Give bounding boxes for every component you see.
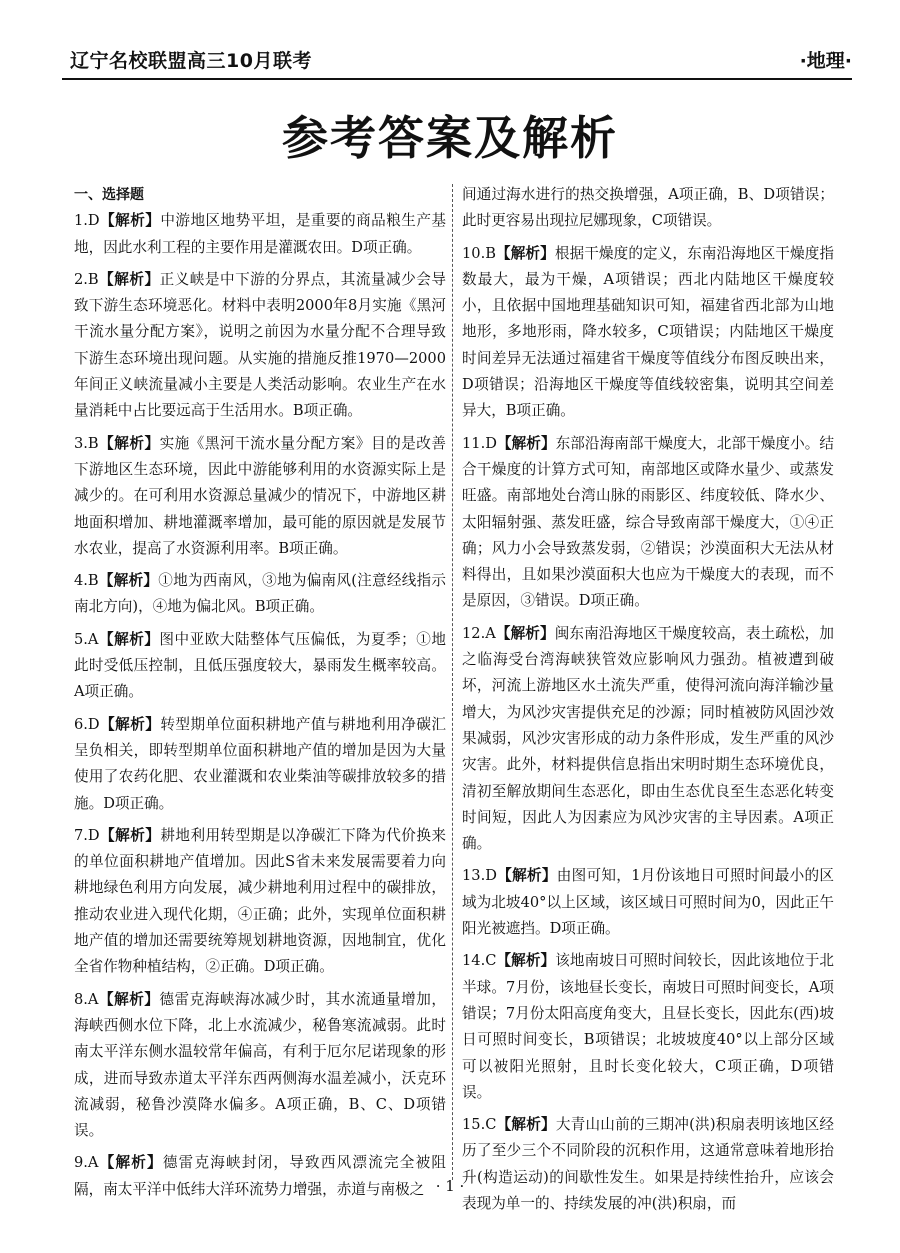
answer-number: 15.C — [462, 1116, 497, 1134]
answer-number: 10.B — [462, 244, 496, 262]
answer-list-left — [74, 208, 446, 1203]
answer-number: 12.A — [462, 624, 496, 642]
analysis-tag: 【解析】 — [99, 826, 161, 844]
answer-text: 由图可知，1月份该地日可照时间最小的区域为北坡40°以上区域，该区域日可照时间为0，因此正午阳光被遮挡。D项正确。 — [462, 867, 834, 938]
subject-label: ·地理· — [799, 50, 852, 72]
answer-number: 1.D — [74, 212, 100, 230]
answer-item — [462, 182, 834, 235]
answer-text: 正义峡是中下游的分界点，其流量减少会导致下游生态环境恶化。材料中表明2000年8月实施《黑河干流水量分配方案》，说明之前因为水量分配不合理导致下游生态环境出现问题。从实施的措施反推1970—2000年间正义峡流量减小主要是人类活动影响。农业生产在水量消耗中占比要远高于生活用水。B项正确。 — [74, 270, 446, 420]
answer-text: 该地南坡日可照时间较长，因此该地位于北半球。7月份，该地昼长变长，南坡日可照时间变长，A项错误；7月份太阳高度角变大，且昼长变长，因此东(西)坡日可照时间变长，B项错误；北坡坡度40°以上部分区域可以被阳光照射，且时长变化较大，C项正确，D项错误。 — [462, 952, 834, 1101]
answer-number: 4.B — [74, 572, 99, 590]
answer-item — [462, 431, 834, 615]
answer-item — [74, 431, 446, 562]
answer-text: 东部沿海南部干燥度大，北部干燥度小。结合干燥度的计算方式可知，南部地区或降水量少、或蒸发旺盛。南部地处台湾山脉的雨影区、纬度较低、降水少、太阳辐射强、蒸发旺盛，综合导致南部干燥度大，①④正确；风力小会导致蒸发弱，②错误；沙漠面积大无法从材料得出，且如果沙漠面积大也应为干燥度大的表现，而不是原因，③错误。D项正确。 — [462, 434, 834, 610]
answer-text: 转型期单位面积耕地产值与耕地利用净碳汇呈负相关，即转型期单位面积耕地产值的增加是因为大量使用了农药化肥、农业灌溉和农业柴油等碳排放较多的措施。D项正确。 — [74, 715, 446, 812]
answer-item — [462, 241, 834, 425]
answer-text: 间通过海水进行的热交换增强，A项正确，B、D项错误；此时更容易出现拉尼娜现象，C项错误。 — [462, 186, 834, 230]
answer-item — [462, 948, 834, 1106]
analysis-tag: 【解析】 — [98, 1154, 163, 1172]
analysis-tag: 【解析】 — [496, 952, 556, 970]
right-column — [462, 182, 834, 1223]
analysis-tag: 【解析】 — [99, 212, 161, 230]
answer-text: 大青山山前的三期冲(洪)积扇表明该地区经历了至少三个不同阶段的沉积作用，这通常意味着地形抬升(构造运动)的间歇性发生。如果是持续性抬升，应该会表现为单一的、持续发展的冲(洪)积扇，而 — [462, 1116, 834, 1212]
answer-number: 13.D — [462, 867, 497, 885]
answer-number: 6.D — [74, 715, 100, 733]
analysis-tag: 【解析】 — [98, 270, 160, 288]
answer-item — [462, 1112, 834, 1217]
answer-item — [74, 823, 446, 981]
answer-text: 闽东南沿海地区干燥度较高，表土疏松，加之临海受台湾海峡狭管效应影响风力强劲。植被遭到破坏，河流上游地区水土流失严重，使得河流向海洋输沙量增大，为风沙灾害提供充足的沙源；同时植被防风固沙效果减弱，风沙灾害形成的动力条件形成，发生严重的风沙灾害。此外，材料提供信息指出宋明时期生态环境优良，清初至解放期间生态恶化，即由生态优良至生态恶化转变时间短，因此人为因素应为风沙灾害的主导因素。A项正确。 — [462, 624, 834, 853]
answer-text: 根据干燥度的定义，东南沿海地区干燥度指数最大，最为干燥，A项错误；西北内陆地区干燥度较小，且依据中国地理基础知识可知，福建省西北部为山地地形，多地形雨，降水较多，C项错误；内陆地区干燥度时间差异无法通过福建省干燥度等值线分布图反映出来，D项错误；沿海地区干燥度等值线较密集，说明其空间差异大，B项正确。 — [462, 244, 834, 420]
column-divider — [452, 184, 453, 1180]
answer-number: 9.A — [74, 1154, 99, 1172]
answer-item — [74, 208, 446, 261]
answer-number: 14.C — [462, 952, 497, 970]
answer-text: 中游地区地势平坦，是重要的商品粮生产基地，因此水利工程的主要作用是灌溉农田。D项正确。 — [74, 212, 446, 256]
answer-number: 11.D — [462, 434, 497, 452]
answer-number: 2.B — [74, 270, 99, 288]
answer-item — [462, 621, 834, 858]
exam-name: 辽宁名校联盟高三10月联考 — [70, 50, 312, 72]
answer-text: 实施《黑河干流水量分配方案》目的是改善下游地区生态环境，因此中游能够利用的水资源实际上是减少的。在可利用水资源总量减少的情况下，中游地区耕地面积增加、耕地灌溉率增加，最可能的原因就是发展节水农业，提高了水资源利用率。B项正确。 — [74, 434, 446, 557]
analysis-tag: 【解析】 — [495, 244, 555, 262]
page-number: · 1 · — [435, 1177, 465, 1195]
analysis-tag: 【解析】 — [98, 434, 160, 452]
analysis-tag: 【解析】 — [496, 434, 556, 452]
page-header — [62, 38, 852, 80]
answer-number: 5.A — [74, 630, 99, 648]
answer-list-right — [462, 182, 834, 1217]
answer-number: 8.A — [74, 990, 99, 1008]
answer-item — [74, 627, 446, 706]
left-column — [74, 182, 446, 1209]
answer-text: 德雷克海峡封闭，导致西风漂流完全被阻隔，南太平洋中低纬大洋环流势力增强，赤道与南极之 — [74, 1154, 446, 1198]
answer-number: 3.B — [74, 434, 99, 452]
answer-text: 图中亚欧大陆整体气压偏低，为夏季；①地此时受低压控制，且低压强度较大，暴雨发生概率较高。A项正确。 — [74, 630, 446, 701]
answer-item — [74, 568, 446, 621]
answer-text: ①地为西南风，③地为偏南风(注意经线指示南北方向)，④地为偏北风。B项正确。 — [74, 572, 446, 616]
analysis-tag: 【解析】 — [98, 630, 160, 648]
analysis-tag: 【解析】 — [98, 572, 159, 590]
answer-number: 7.D — [74, 826, 100, 844]
answer-text: 德雷克海峡海冰减少时，其水流通量增加，海峡西侧水位下降，北上水流减少，秘鲁寒流减弱。此时南太平洋东侧水温较常年偏高，有利于厄尔尼诺现象的形成，进而导致赤道太平洋东西两侧海水温差减小，沃克环流减弱，秘鲁沙漠降水偏多。A项正确，B、C、D项错误。 — [74, 990, 446, 1140]
analysis-tag: 【解析】 — [98, 990, 160, 1008]
analysis-tag: 【解析】 — [99, 715, 161, 733]
answer-text: 耕地利用转型期是以净碳汇下降为代价换来的单位面积耕地产值增加。因此S省未来发展需要着力向耕地绿色利用方向发展，减少耕地利用过程中的碳排放，推动农业进入现代化期，④正确；此外，实现单位面积耕地产值的增加还需要统筹规划耕地资源，因地制宜，优化全省作物种植结构，②正确。D项正确。 — [74, 826, 446, 976]
analysis-tag: 【解析】 — [496, 1116, 556, 1134]
answer-item — [74, 267, 446, 425]
section-title: 一、选择题 — [74, 187, 144, 203]
analysis-tag: 【解析】 — [496, 867, 557, 885]
page-title: 参考答案及解析 — [282, 111, 618, 165]
analysis-tag: 【解析】 — [495, 624, 555, 642]
answer-item — [462, 863, 834, 942]
answer-item — [74, 712, 446, 817]
answer-item — [74, 987, 446, 1145]
